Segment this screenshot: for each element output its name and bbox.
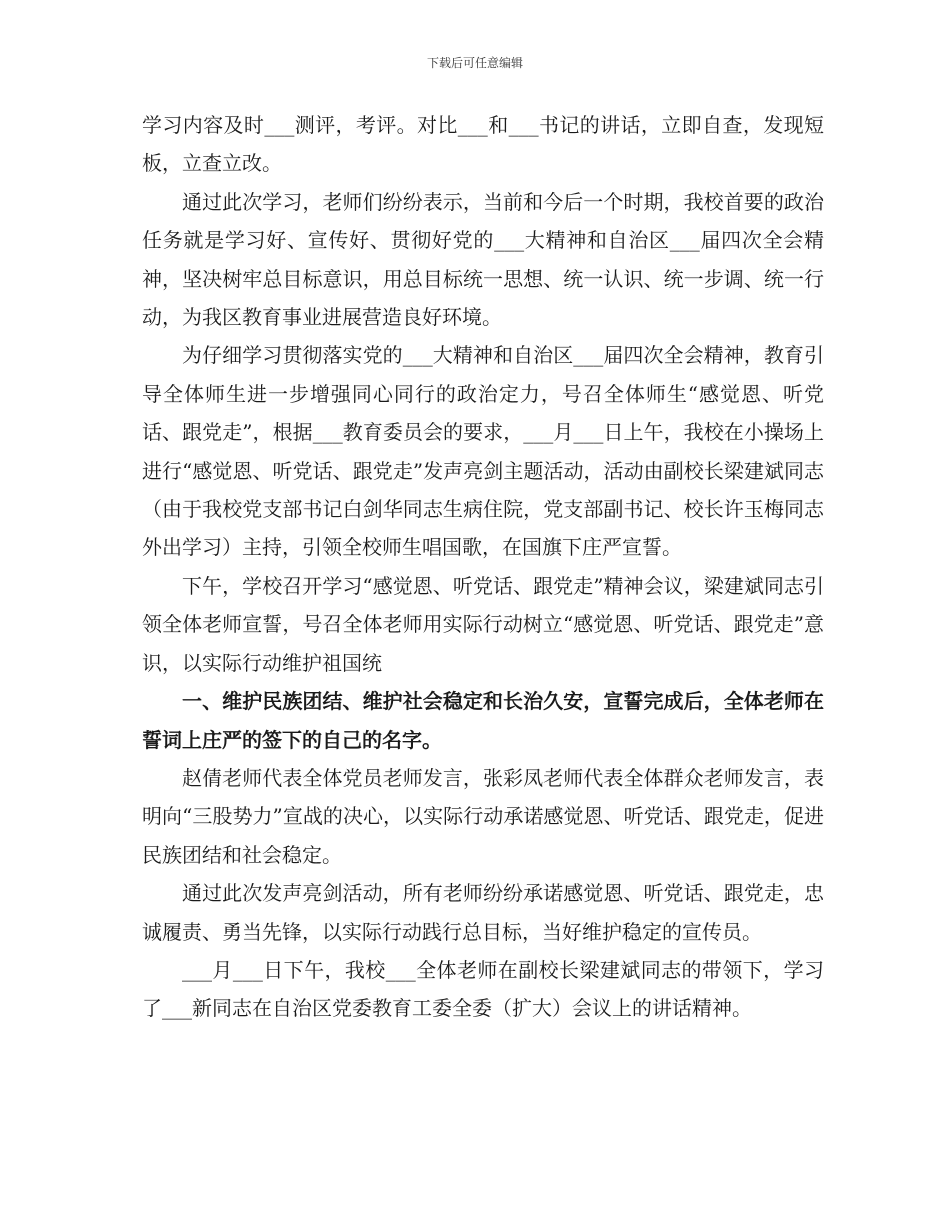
document-body bbox=[142, 106, 824, 1028]
paragraph-6: 赵倩老师代表全体党员老师发言，张彩凤老师代表全体群众老师发言，表明向“三股势力”宣战的决心，以实际行动承诺感觉恩、听党话、跟党走，促进民族团结和社会稳定。 bbox=[142, 765, 824, 867]
bold-heading-paragraph: 一、维护民族团结、维护社会稳定和长治久安，宣誓完成后，全体老师在誓词上庄严的签下的自己的名字。 bbox=[142, 689, 824, 752]
paragraph-3: 为仔细学习贯彻落实党的___大精神和自治区___届四次全会精神，教育引导全体师生进一步增强同心同行的政治定力，号召全体师生“感觉恩、听党话、跟党走”，根据___教育委员会的要求，___月___日上午，我校在小操场上进行“感觉恩、听党话、跟党走”发声亮剑主题活动，活动由副校长梁建斌同志（由于我校党支部书记白剑华同志生病住院，党支部副书记、校长许玉梅同志外出学习）主持，引领全校师生唱国歌，在国旗下庄严宣誓。 bbox=[142, 343, 824, 560]
page-header: 下载后可任意编辑 bbox=[426, 56, 523, 70]
paragraph-1: 学习内容及时___测评，考评。对比___和___书记的讲话，立即自查，发现短板，立查立改。 bbox=[142, 113, 824, 176]
paragraph-7: 通过此次发声亮剑活动，所有老师纷纷承诺感觉恩、听党话、跟党走，忠诚履责、勇当先锋，以实际行动践行总目标，当好维护稳定的宣传员。 bbox=[142, 881, 824, 944]
paragraph-8: ___月___日下午，我校___全体老师在副校长梁建斌同志的带领下，学习了___新同志在自治区党委教育工委全委（扩大）会议上的讲话精神。 bbox=[142, 957, 824, 1021]
paragraph-4: 下午，学校召开学习“感觉恩、听党话、跟党走”精神会议，梁建斌同志引领全体老师宣誓，号召全体老师用实际行动树立“感觉恩、听党话、跟党走”意识，以实际行动维护祖国统 bbox=[142, 573, 824, 675]
paragraph-2: 通过此次学习，老师们纷纷表示，当前和今后一个时期，我校首要的政治任务就是学习好、宣传好、贯彻好党的___大精神和自治区___届四次全会精神，坚决树牢总目标意识，用总目标统一思想、统一认识、统一步调、统一行动，为我区教育事业进展营造良好环境。 bbox=[142, 189, 824, 330]
